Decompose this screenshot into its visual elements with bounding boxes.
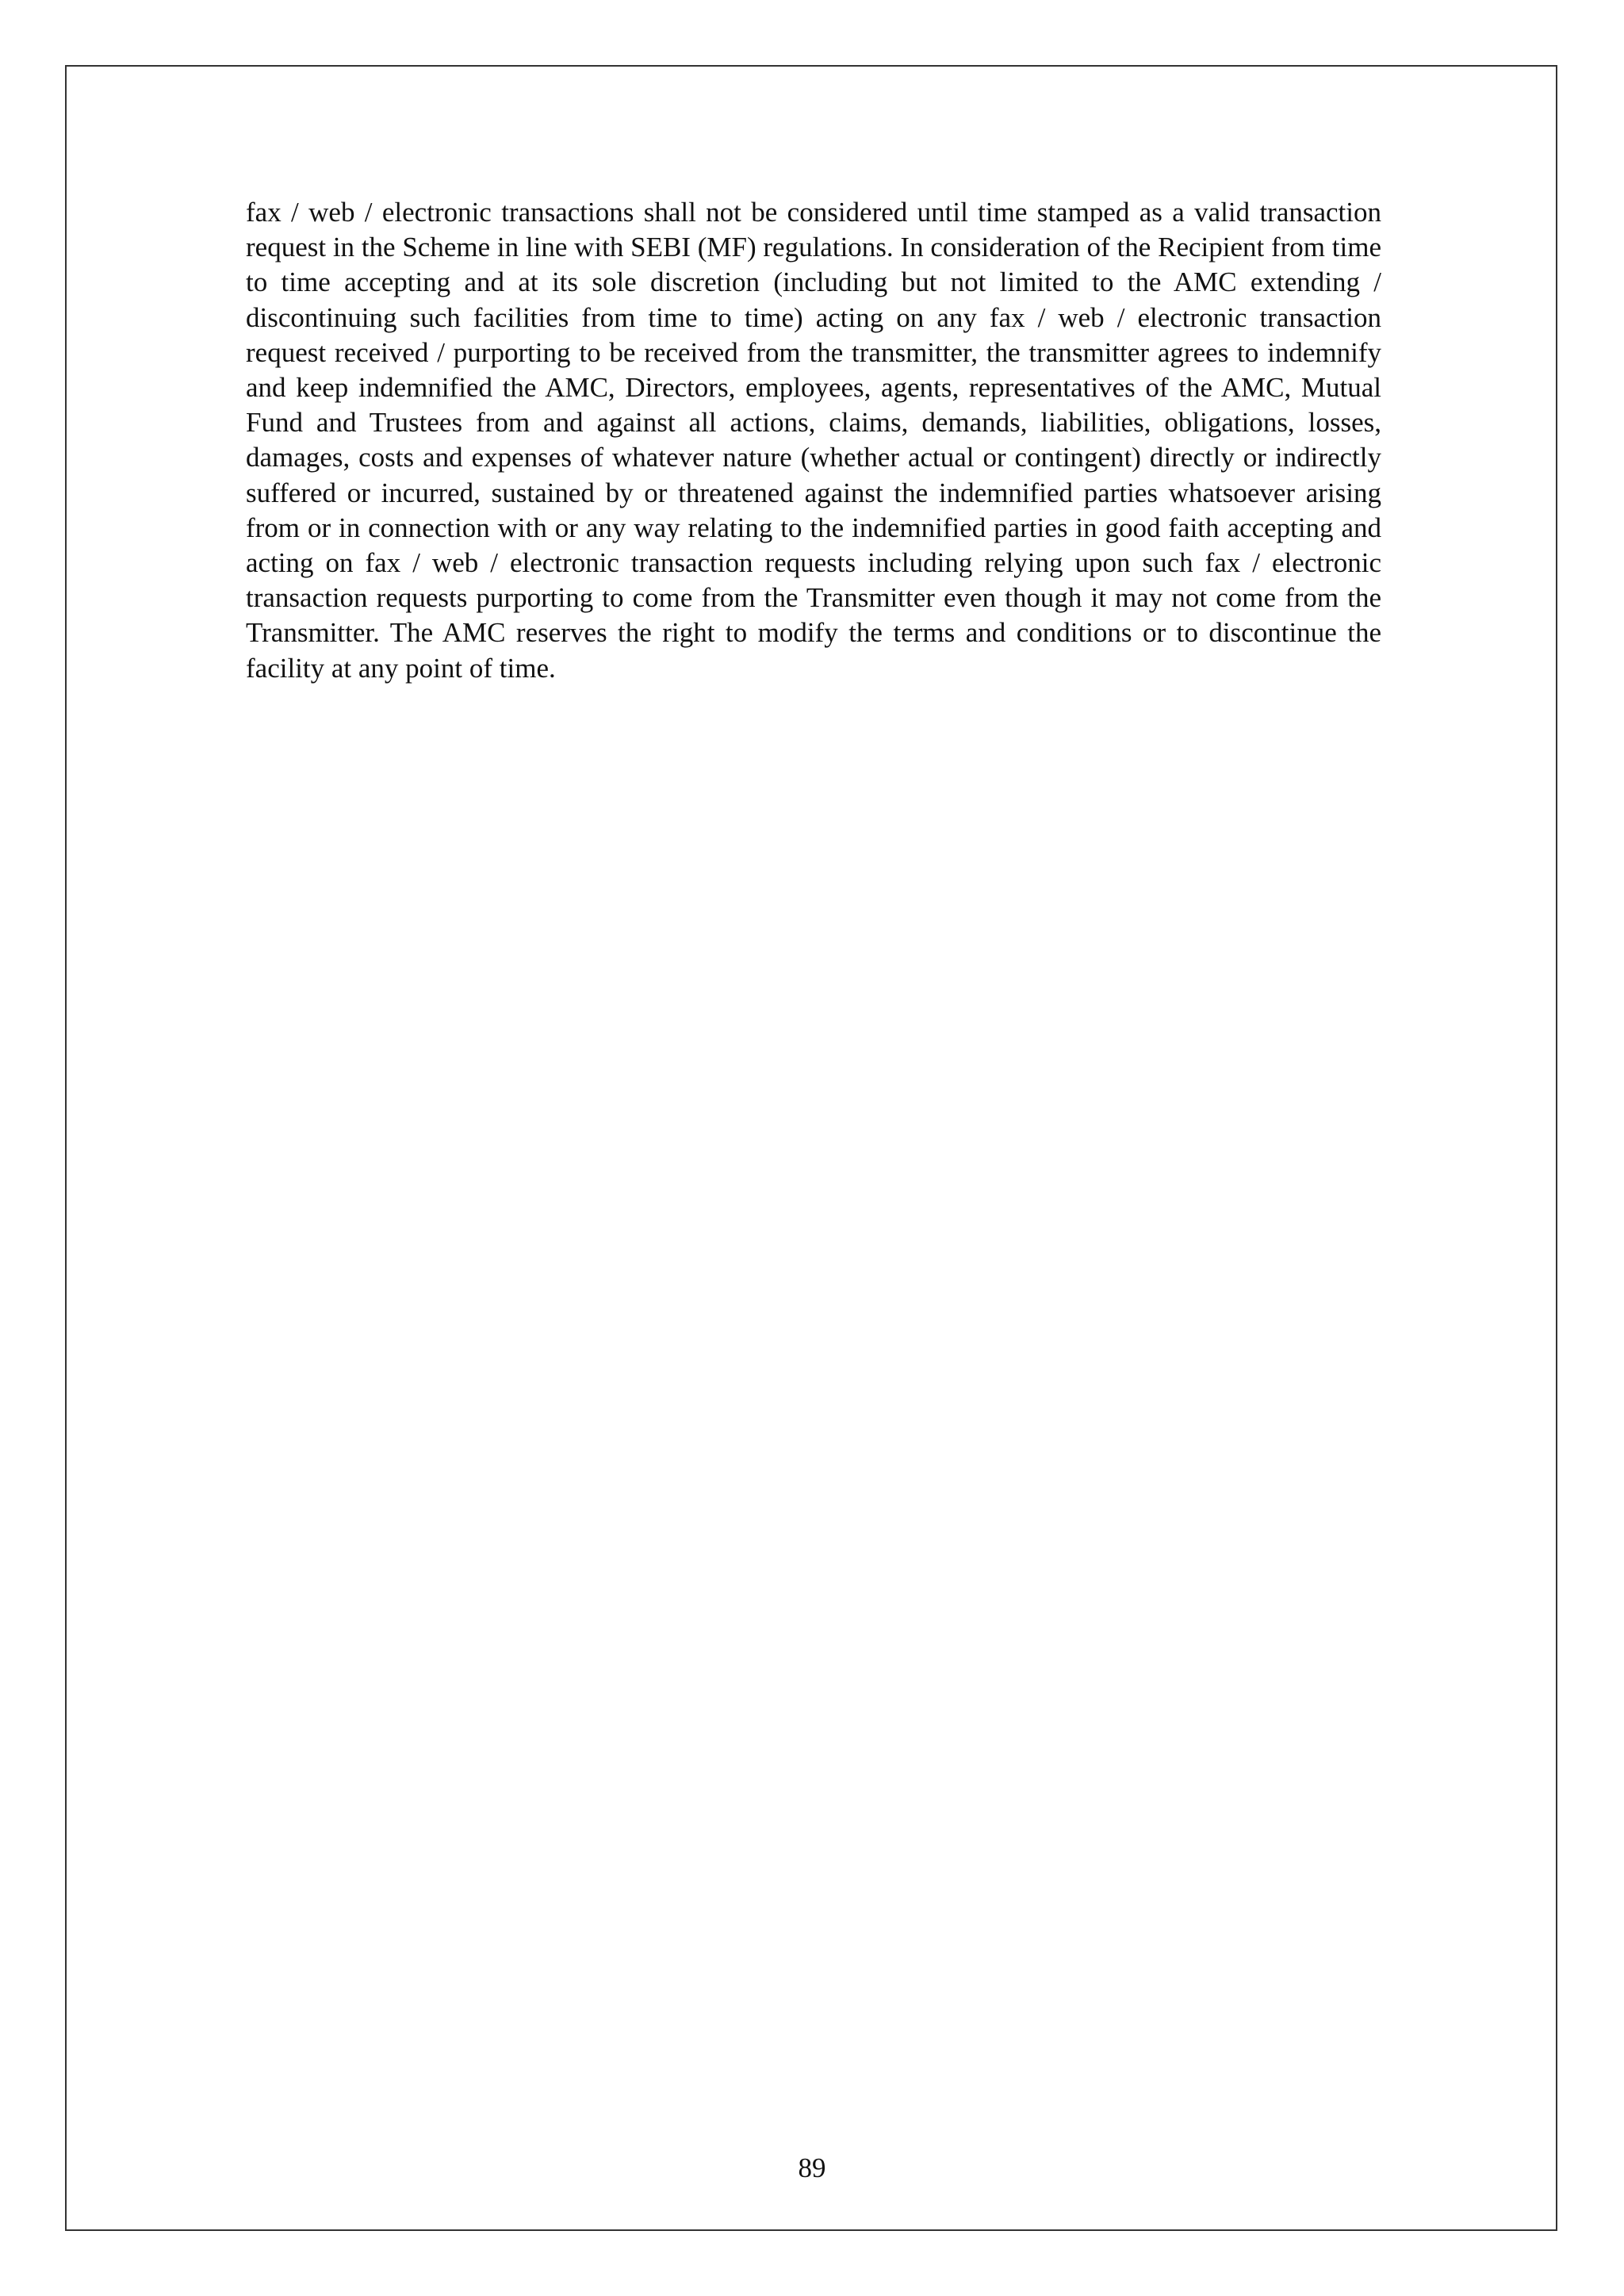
- body-paragraph: fax / web / electronic transactions shall not be considered until time stamped as a valid transaction request in the Scheme in line with SEBI (MF) regulations. In consideration of the Recipient from time to time accepting and at its sole discretion (including but not limited to the AMC extending / discontinuing such facilities from time to time) acting on any fax / web / electronic transaction request received / purporting to be received from the transmitter, the transmitter agrees to indemnify and keep indemnified the AMC, Directors, employees, agents, representatives of the AMC, Mutual Fund and Trustees from and against all actions, claims, demands, liabilities, obligations, losses, damages, costs and expenses of whatever nature (whether actual or contingent) directly or indirectly suffered or incurred, sustained by or threatened against the indemnified parties whatsoever arising from or in connection with or any way relating to the indemnified parties in good faith accepting and acting on fax / web / electronic transaction requests including relying upon such fax / electronic transaction requests purporting to come from the Transmitter even though it may not come from the Transmitter. The AMC reserves the right to modify the terms and conditions or to discontinue the facility at any point of time.: [246, 197, 1381, 684]
- page-number: 89: [798, 2152, 826, 2183]
